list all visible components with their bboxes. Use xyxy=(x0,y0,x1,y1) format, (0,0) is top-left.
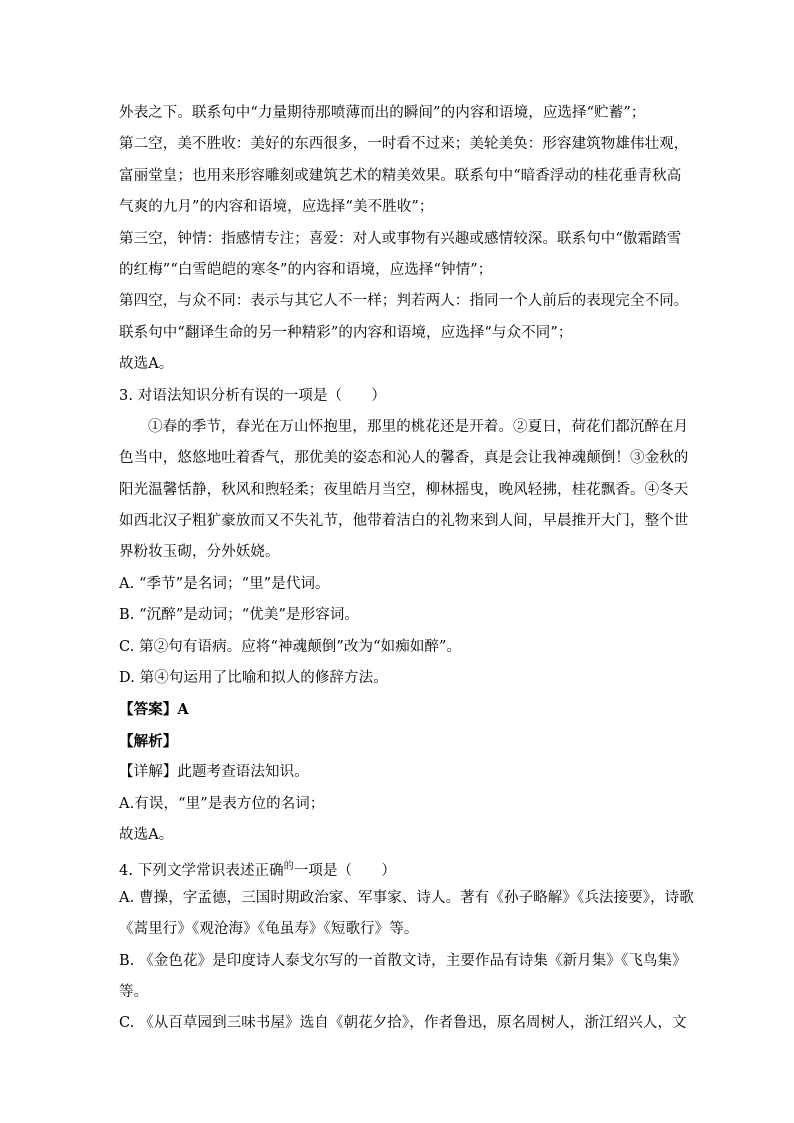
text-line-content: 联系句中“翻译生命的另一种精彩”的内容和语境，应选择“与众不同”； xyxy=(119,324,573,341)
text-line xyxy=(119,820,679,851)
text-line-content: C. 《从百草园到三味书屋》选自《朝花夕拾》，作者鲁迅，原名周树人，浙江绍兴人，文 xyxy=(119,1015,687,1032)
text-line xyxy=(119,224,682,255)
text-line xyxy=(119,883,694,914)
text-line xyxy=(119,789,679,820)
text-line-content: ①春的季节，春光在万山怀抱里，那里的桃花还是开着。②夏日，荷花们都沉醉在月 xyxy=(148,418,689,435)
text-line-content: D. 第④句运用了比喻和拟人的修辞方法。 xyxy=(119,670,388,687)
text-line xyxy=(119,98,679,129)
superscript-text: 的 xyxy=(283,861,294,873)
text-line-content: 色当中，悠悠地吐着香气，那优美的姿态和沁人的馨香，真是会让我神魂颠倒！③金秋的 xyxy=(119,450,689,467)
text-line-content: 气爽的九月”的内容和语境，应选择“美不胜收”； xyxy=(119,199,434,216)
text-line xyxy=(119,506,689,537)
text-line xyxy=(119,977,679,1008)
text-line xyxy=(119,412,689,443)
text-line-content: B. 《金色花》是印度诗人泰戈尔写的一首散文诗，主要作品有诗集《新月集》《飞鸟集》 xyxy=(119,952,687,969)
text-line xyxy=(119,632,679,663)
text-line xyxy=(119,443,689,474)
text-line-content: A. 曹操，字孟德，三国时期政治家、军事家、诗人。著有《孙子略解》《兵法接要》，诗歌 xyxy=(119,889,694,906)
text-line xyxy=(119,914,679,945)
text-line-content: 阳光温馨恬静，秋风和煦轻柔；夜里皓月当空，柳林摇曳，晚风轻拂，桂花飘香。④冬天 xyxy=(119,481,689,498)
text-line xyxy=(119,663,679,694)
text-line-content: 《蒿里行》《观沧海》《龟虽寿》《短歌行》等。 xyxy=(119,921,419,938)
text-line-content: 第四空，与众不同：表示与其它人不一样；判若两人：指同一个人前后的表现完全不同。 xyxy=(119,293,689,310)
text-line-content: 外表之下。联系句中“力量期待那喷薄而出的瞬间”的内容和语境，应选择“贮蓄”； xyxy=(119,105,646,121)
text-line-content: 界粉妆玉砌，分外妖娆。 xyxy=(119,544,280,561)
text-line xyxy=(119,600,679,631)
text-line-content: 第二空，美不胜收：美好的东西很多，一时看不过来；美轮美奂：形容建筑物雄伟壮观， xyxy=(119,136,689,153)
text-line xyxy=(119,851,679,882)
text-line-continuation: 一项是（ ） xyxy=(293,863,396,880)
text-line-content: 3. 对语法知识分析有误的一项是（ ） xyxy=(119,387,386,404)
text-line-content: 的红梅”“白雪皑皑的寒冬”的内容和语境，应选择“钟情”； xyxy=(119,261,493,278)
text-line xyxy=(119,694,679,725)
text-line-content: 【答案】A xyxy=(119,701,189,719)
text-line xyxy=(119,475,689,506)
text-line-content: B. “沉醉”是动词；“优美”是形容词。 xyxy=(119,607,360,624)
text-line xyxy=(119,757,679,788)
text-line xyxy=(119,129,689,160)
text-line-content: 故选A。 xyxy=(119,826,174,843)
text-line-content: 【解析】 xyxy=(119,732,178,750)
text-line-content: C. 第②句有语病。应将“神魂颠倒”改为“如痴如醉”。 xyxy=(119,638,462,655)
text-line-content: 第三空，钟情：指感情专注；喜爱：对人或事物有兴趣或感情较深。联系句中“傲霜踏雪 xyxy=(119,230,682,247)
text-line xyxy=(119,946,687,977)
text-line xyxy=(119,349,679,380)
text-line xyxy=(119,537,679,568)
text-line xyxy=(119,192,679,223)
text-line xyxy=(119,286,689,317)
text-line-content: A. “季节”是名词；“里”是代词。 xyxy=(119,575,330,592)
text-line-content: 等。 xyxy=(119,983,149,1000)
text-line-content: 故选A。 xyxy=(119,356,174,373)
text-line xyxy=(119,1008,687,1039)
text-line xyxy=(119,318,679,349)
text-line-content: 4. 下列文学常识表述正确 xyxy=(119,863,284,880)
document-body xyxy=(119,98,694,1040)
text-line xyxy=(119,255,679,286)
text-line-content: 如西北汉子粗犷豪放而又不失礼节，他带着洁白的礼物来到人间，早晨推开大门，整个世 xyxy=(119,513,689,530)
text-line-content: A.有误，“里”是表方位的名词； xyxy=(119,795,325,812)
text-line xyxy=(119,161,682,192)
text-line-content: 富丽堂皇；也用来形容雕刻或建筑艺术的精美效果。联系句中“暗香浮动的桂花垂青秋高 xyxy=(119,167,682,184)
text-line xyxy=(119,381,679,412)
text-line-content: 【详解】此题考查语法知识。 xyxy=(119,764,309,781)
text-line xyxy=(119,569,679,600)
text-line xyxy=(119,726,679,757)
